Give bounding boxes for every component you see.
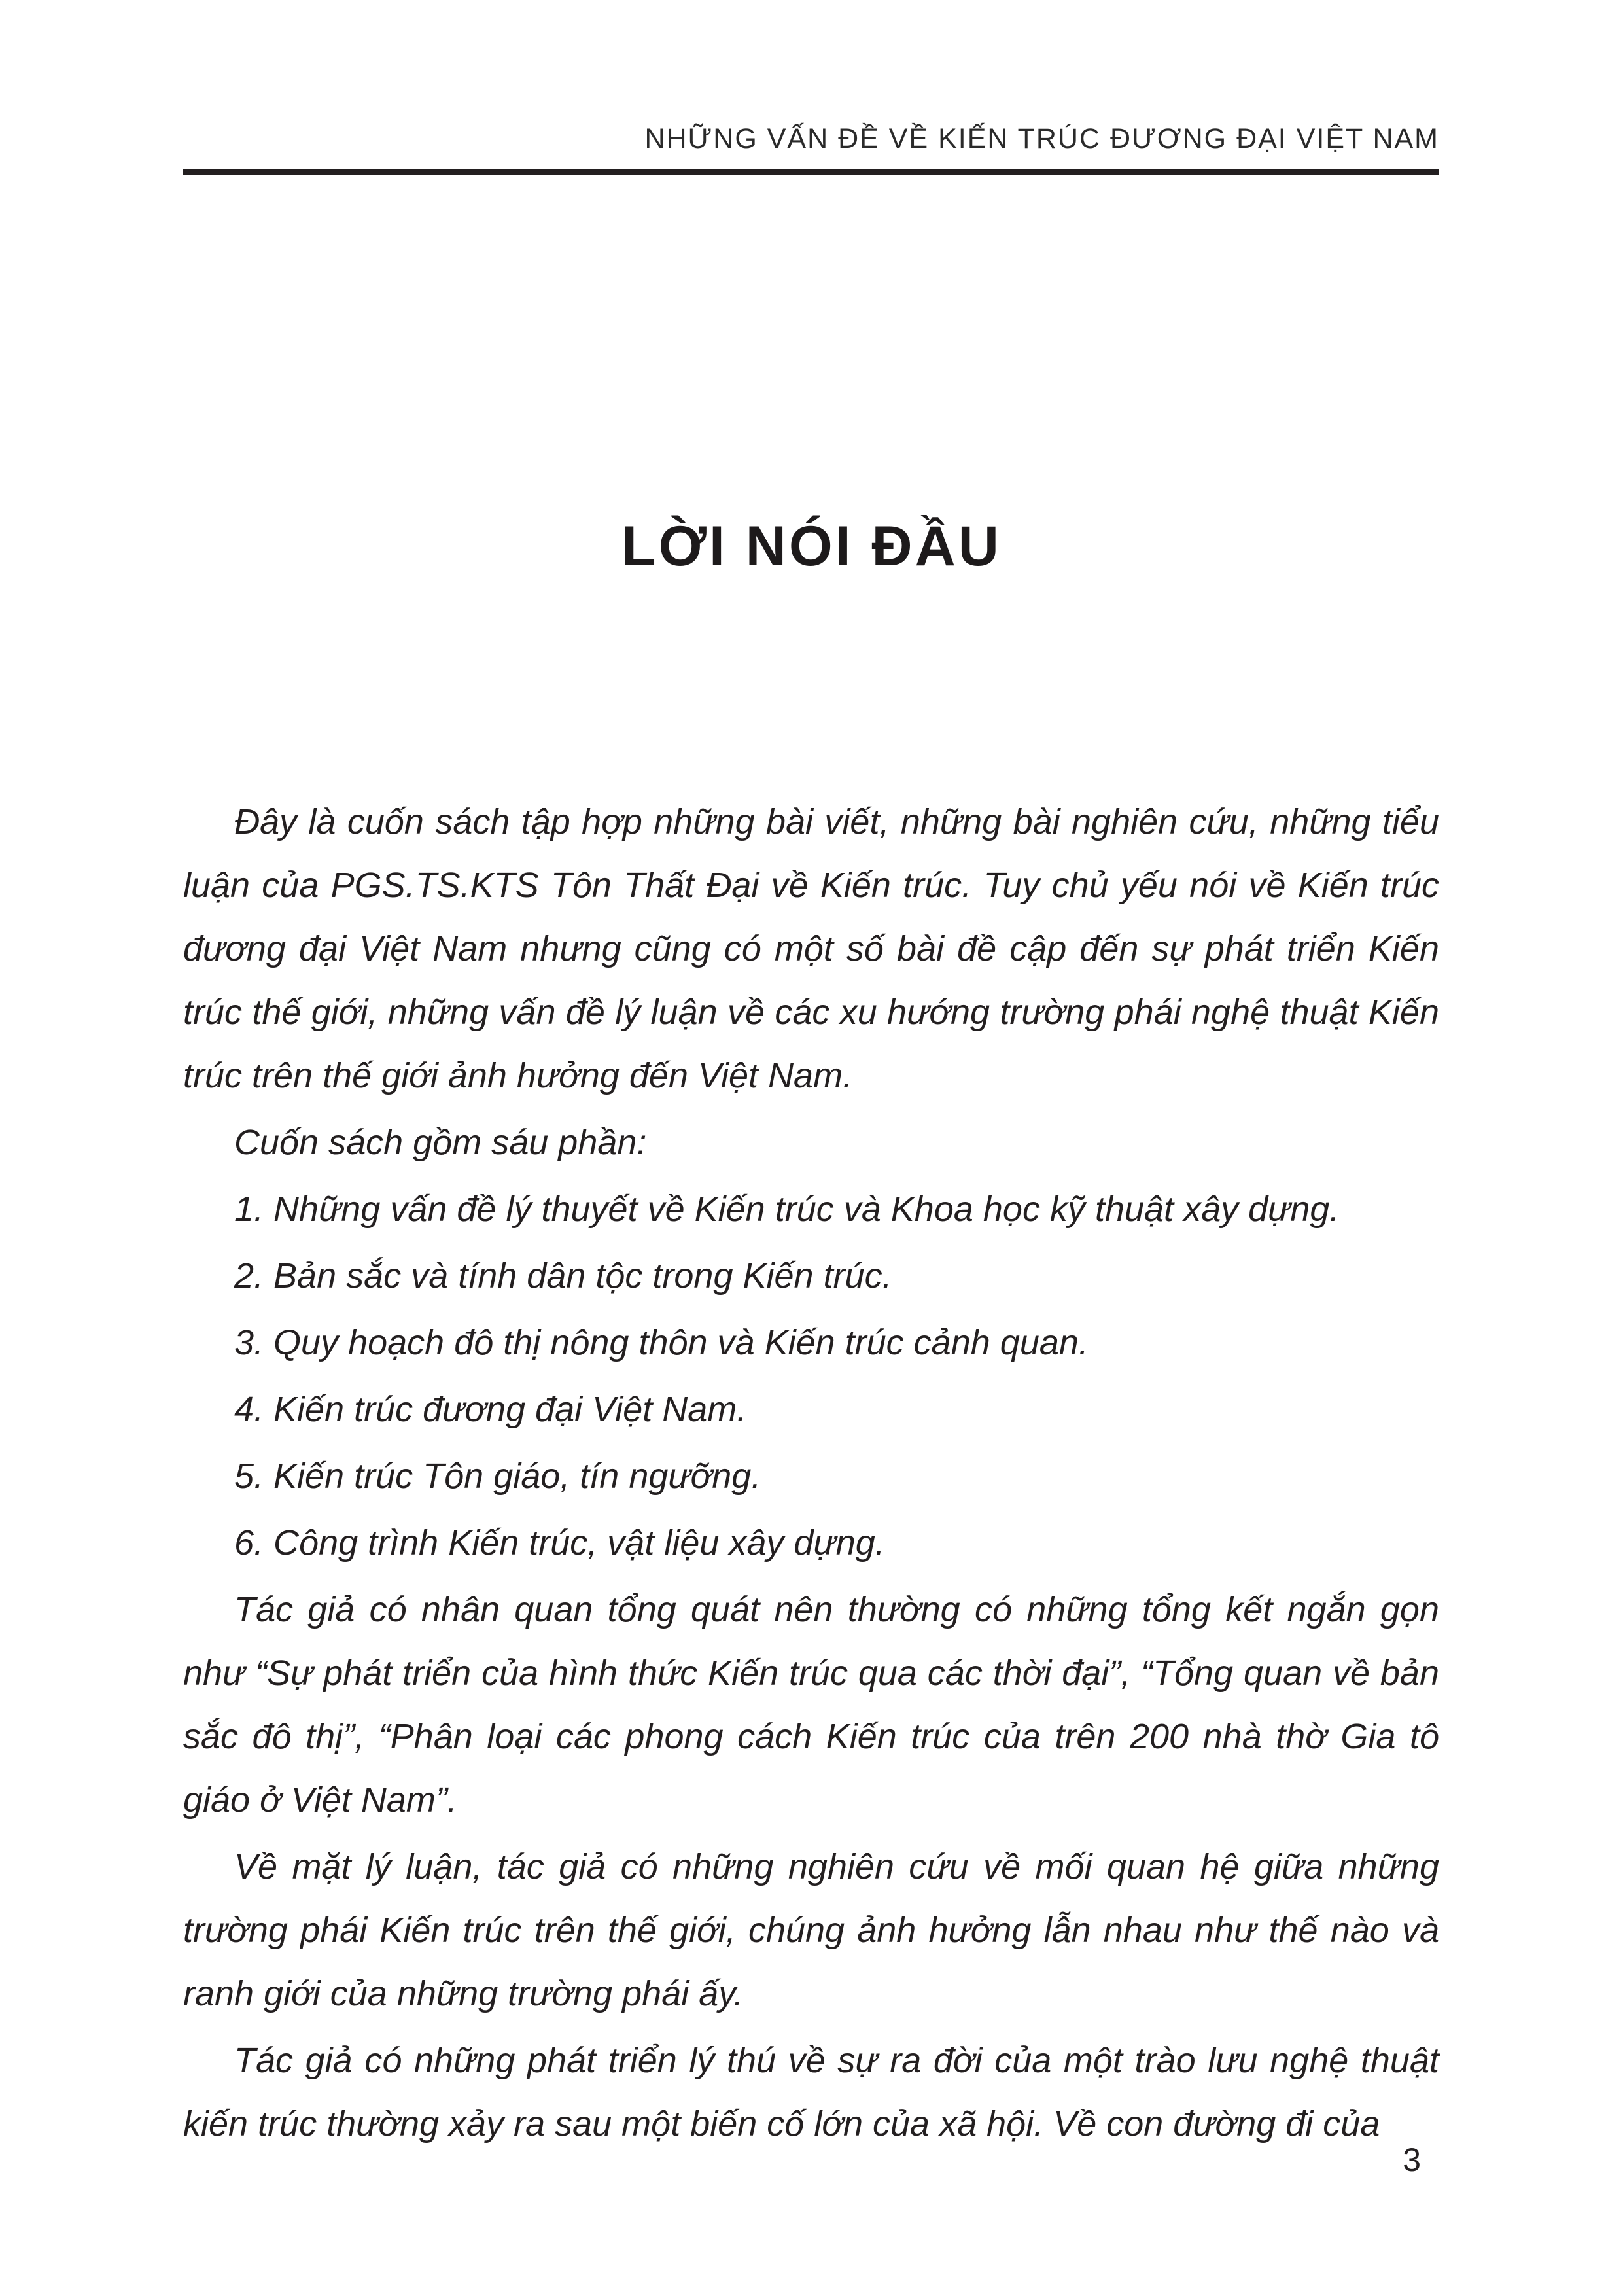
- header-rule: [183, 169, 1439, 175]
- list-item: 4. Kiến trúc đương đại Việt Nam.: [234, 1390, 747, 1429]
- page-title: LỜI NÓI ĐẦU: [621, 514, 1002, 578]
- paragraph-development: Tác giả có những phát triển lý thú về sự ra đời của một trào lưu nghệ thuật kiến trúc thường xảy ra sau một biến cố lớn của xã hội. Về con đường đi của: [183, 2041, 1439, 2144]
- list-item: 2. Bản sắc và tính dân tộc trong Kiến trúc.: [234, 1256, 892, 1296]
- list-item: 1. Những vấn đề lý thuyết về Kiến trúc và Khoa học kỹ thuật xây dựng.: [234, 1190, 1340, 1229]
- paragraph-theory: Về mặt lý luận, tác giả có những nghiên cứu về mối quan hệ giữa những trường phái Kiến trúc trên thế giới, chúng ảnh hưởng lẫn nhau như thế nào và ranh giới của những trường phái ấy.: [183, 1847, 1439, 2013]
- paragraph-summary: Tác giả có nhân quan tổng quát nên thường có những tổng kết ngắn gọn như “Sự phát triển của hình thức Kiến trúc qua các thời đại”, “Tổng quan về bản sắc đô thị”, “Phân loại các phong cách Kiến trúc của trên 200 nhà thờ Gia tô giáo ở Việt Nam”.: [183, 1590, 1439, 1820]
- list-intro: Cuốn sách gồm sáu phần:: [234, 1123, 647, 1162]
- list-item: 3. Quy hoạch đô thị nông thôn và Kiến trúc cảnh quan.: [234, 1323, 1089, 1362]
- list-item: 5. Kiến trúc Tôn giáo, tín ngưỡng.: [234, 1457, 761, 1496]
- running-header: NHỮNG VẤN ĐỀ VỀ KIẾN TRÚC ĐƯƠNG ĐẠI VIỆT NAM: [644, 123, 1439, 154]
- page-number: 3: [1403, 2142, 1421, 2178]
- body-text: [183, 790, 1439, 2159]
- list-item: 6. Công trình Kiến trúc, vật liệu xây dựng.: [234, 1523, 885, 1563]
- paragraph-intro: Đây là cuốn sách tập hợp những bài viết, những bài nghiên cứu, những tiểu luận của PGS.TS.KTS Tôn Thất Đại về Kiến trúc. Tuy chủ yếu nói về Kiến trúc đương đại Việt Nam nhưng cũng có một số bài đề cập đến sự phát triển Kiến trúc thế giới, những vấn đề lý luận về các xu hướng trường phái nghệ thuật Kiến trúc trên thế giới ảnh hưởng đến Việt Nam.: [183, 802, 1439, 1095]
